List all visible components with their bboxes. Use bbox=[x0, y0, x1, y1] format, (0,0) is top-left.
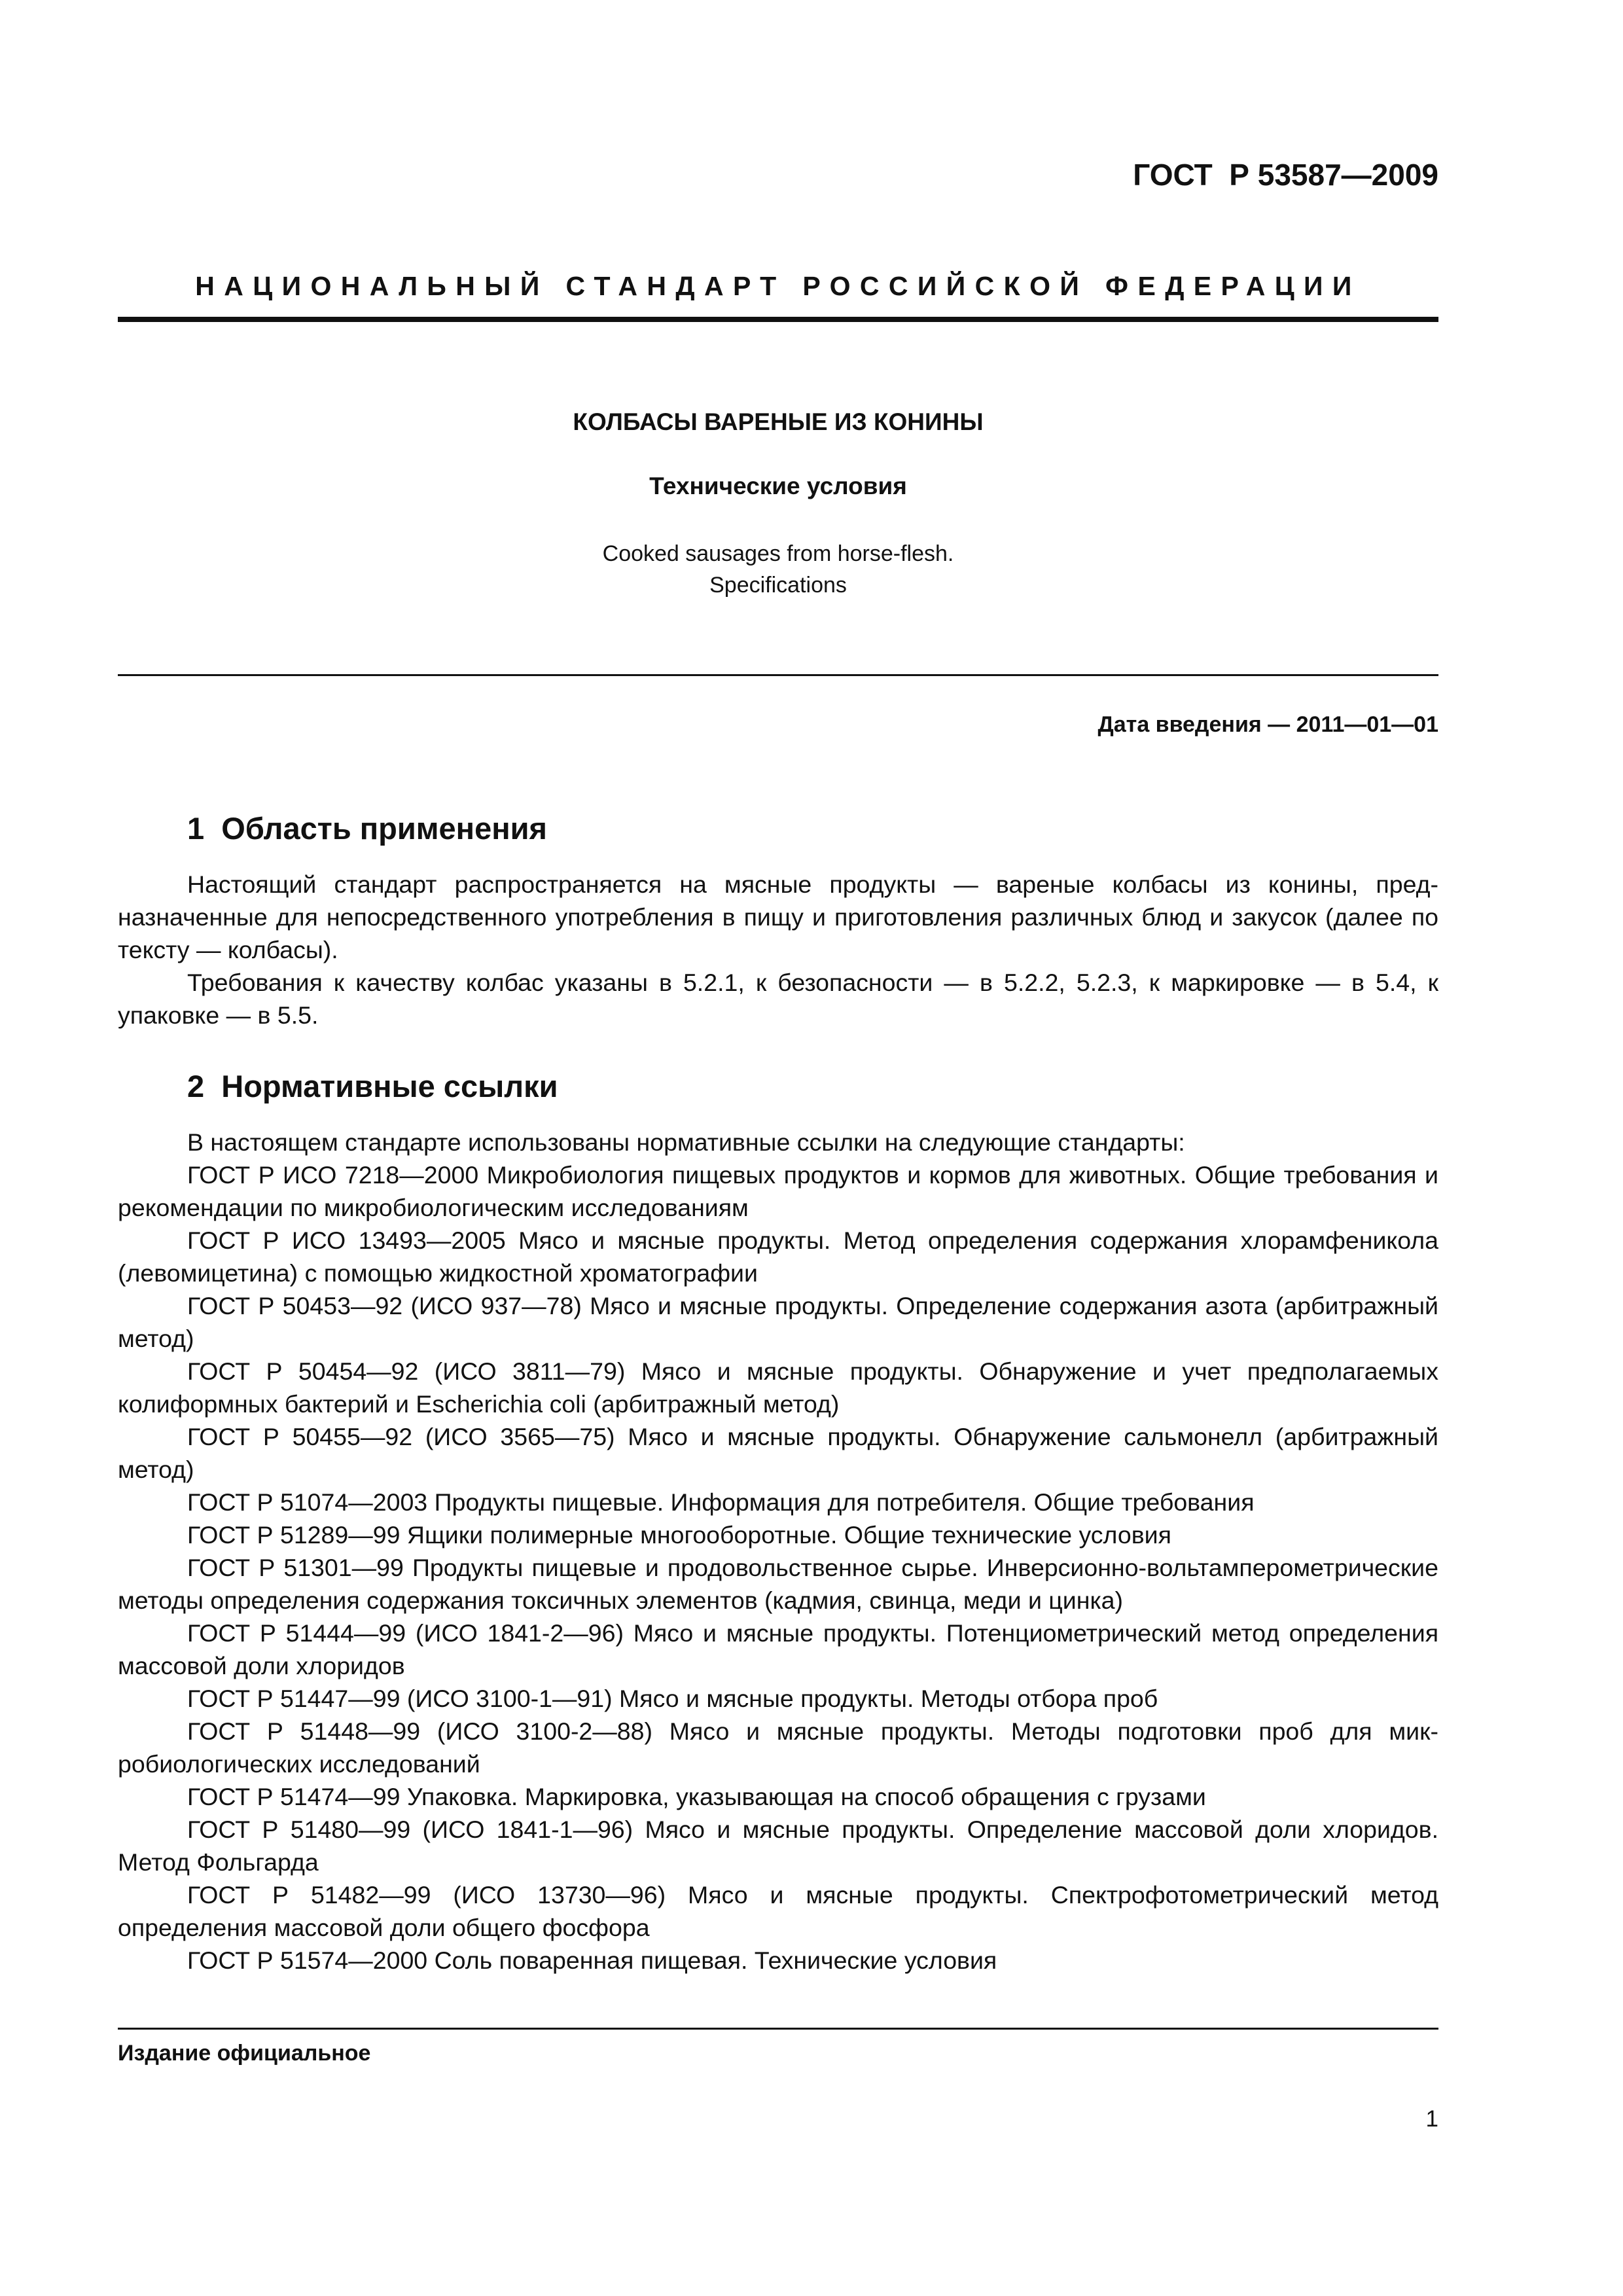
document-title: КОЛБАСЫ ВАРЕНЫЕ ИЗ КОНИНЫ bbox=[573, 408, 984, 435]
section-1-body bbox=[118, 868, 1438, 1031]
reference-item: ГОСТ Р 51074—2003 Продукты пищевые. Информация для потребителя. Общие требования bbox=[187, 1488, 1255, 1516]
document-subtitle: Технические условия bbox=[649, 473, 907, 499]
paragraph: Требования к качеству колбас указаны в 5.2.1, к безопасности — в 5.2.2, 5.2.3, к маркировке — в 5.4, к упаковке — в 5.5. bbox=[118, 969, 1438, 1029]
references-intro: В настоящем стандарте использованы нормативные ссылки на следующие стандарты: bbox=[187, 1128, 1185, 1156]
english-title-line: Specifications bbox=[709, 573, 847, 598]
section-2-body bbox=[118, 1126, 1438, 1977]
reference-item: ГОСТ Р 50454—92 (ИСО 3811—79) Мясо и мясные продукты. Обнаружение и учет предполагаемых колиформных бактерий и Escherichia coli (арбитражный метод) bbox=[118, 1357, 1438, 1418]
reference-item: ГОСТ Р 50453—92 (ИСО 937—78) Мясо и мясные продукты. Определение содержания азота (арбитражный метод) bbox=[118, 1292, 1438, 1352]
reference-item: ГОСТ Р 51289—99 Ящики полимерные многооборотные. Общие технические условия bbox=[187, 1521, 1171, 1549]
page-number: 1 bbox=[1425, 2106, 1438, 2132]
reference-item: ГОСТ Р 51301—99 Продукты пищевые и продовольственное сырье. Инверсионно-вольтамперометрические методы определения содержания токсичных элементов (кадмия, свинца, меди и цинка) bbox=[118, 1554, 1438, 1614]
reference-item: ГОСТ Р 51474—99 Упаковка. Маркировка, указывающая на способ обращения с грузами bbox=[187, 1783, 1206, 1810]
reference-item: ГОСТ Р 51448—99 (ИСО 3100-2—88) Мясо и мясные продукты. Методы подготовки проб для микробиологических исследований bbox=[118, 1717, 1438, 1778]
paragraph: Настоящий стандарт распространяется на мясные продукты — вареные колбасы из конины, предназначенные для непосредственного употребления в пищу и приготовления различных блюд и закусок (далее по тексту — колбасы). bbox=[118, 870, 1438, 963]
reference-item: ГОСТ Р 51447—99 (ИСО 3100-1—91) Мясо и мясные продукты. Методы отбора проб bbox=[187, 1685, 1158, 1712]
reference-item: ГОСТ Р 50455—92 (ИСО 3565—75) Мясо и мясные продукты. Обнаружение сальмонелл (арбитражный метод) bbox=[118, 1423, 1438, 1483]
reference-item: ГОСТ Р ИСО 13493—2005 Мясо и мясные продукты. Метод определения содержания хлорамфеникола (левомицетина) с помощью жидкостной хроматографии bbox=[118, 1227, 1438, 1287]
section-1-heading: 1 Область применения bbox=[187, 811, 547, 846]
official-edition-label: Издание официальное bbox=[118, 2041, 371, 2066]
footer-rule bbox=[118, 2028, 1438, 2030]
section-2-heading: 2 Нормативные ссылки bbox=[187, 1069, 558, 1103]
reference-item: ГОСТ Р 51574—2000 Соль поваренная пищевая. Технические условия bbox=[187, 1946, 997, 1974]
header-rule bbox=[118, 317, 1438, 322]
gost-number: ГОСТ Р 53587—2009 bbox=[1133, 158, 1438, 192]
reference-item: ГОСТ Р 51480—99 (ИСО 1841-1—96) Мясо и мясные продукты. Определение массовой доли хлоридов. Метод Фольгарда bbox=[118, 1816, 1438, 1876]
reference-item: ГОСТ Р ИСО 7218—2000 Микробиология пищевых продуктов и кормов для животных. Общие требования и рекомендации по микробиологическим исследованиям bbox=[118, 1161, 1438, 1221]
national-standard-banner: НАЦИОНАЛЬНЫЙ СТАНДАРТ РОССИЙСКОЙ ФЕДЕРАЦИИ bbox=[195, 271, 1361, 301]
english-title bbox=[118, 538, 1438, 601]
title-rule bbox=[118, 674, 1438, 676]
reference-item: ГОСТ Р 51482—99 (ИСО 13730—96) Мясо и мясные продукты. Спектрофотометрический метод определения массовой доли общего фосфора bbox=[118, 1881, 1438, 1941]
reference-item: ГОСТ Р 51444—99 (ИСО 1841-2—96) Мясо и мясные продукты. Потенциометрический метод определения массовой доли хлоридов bbox=[118, 1619, 1438, 1679]
introduction-date: Дата введения — 2011—01—01 bbox=[1097, 712, 1438, 737]
english-title-line: Cooked sausages from horse-flesh. bbox=[602, 541, 954, 566]
